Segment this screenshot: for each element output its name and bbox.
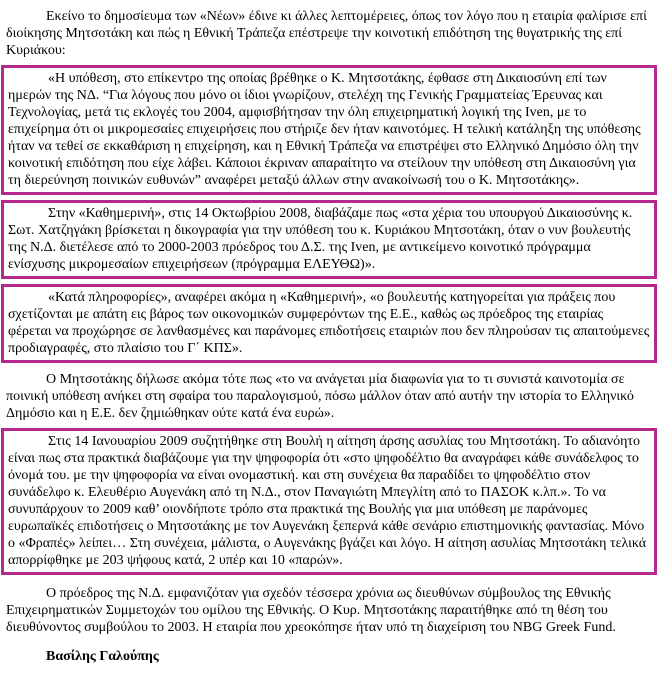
- quote-box-parliament-2009: [1, 428, 657, 575]
- mitsotakis-reply-paragraph: Ο Μητσοτάκης δήλωσε ακόμα τότε πως «το να ανάγεται μία διαφωνία για το τι συνιστά καινοτομία σε ποινική υπόθεση ανήκει στη σφαίρα του παραλογισμού, πόσω μάλλον όταν από αυτήν την ιστορία το Ελληνικό Δημόσιο και η Ε.Ε. δεν ζημιώθηκαν ούτε κατά ένα ευρώ».: [6, 372, 634, 421]
- closing-paragraph: Ο πρόεδρος της Ν.Δ. εμφανιζόταν για σχεδόν τέσσερα χρόνια ως διευθύνων σύμβουλος της Εθνικής Επιχειρηματικών Συμμετοχών του ομίλου της Εθνικής. Ο Κυρ. Μητσοτάκης παραιτήθηκε από τη θέση του διευθύνοντος συμβούλου το 2003. Η εταιρία που χρεοκόπησε ήταν υπό τη διαχείριση του NBG Greek Fund.: [6, 586, 616, 635]
- quote-box-mitsotakis-statement: [1, 65, 657, 195]
- intro-paragraph: Εκείνο το δημοσίευμα των «Νέων» έδινε κι άλλες λεπτομέρειες, όπως τον λόγο που η εταιρία φαλίρισε επί διοίκησης Μητσοτάκη και πώς η Εθνική Τράπεζα επέστρεψε την κοινοτική επιδότηση της θυγατρικής της επί Κυριάκου:: [6, 9, 647, 58]
- author-signature: Βασίλης Γαλούπης: [46, 649, 159, 664]
- quote-box-kathimerini-allegations: [1, 284, 657, 363]
- quote-box-kathimerini-2008: [1, 200, 657, 279]
- boxed-paragraph: «Η υπόθεση, στο επίκεντρο της οποίας βρέθηκε ο Κ. Μητσοτάκης, έφθασε στη Δικαιοσύνη επί των ημερών της ΝΔ. “Για λόγους που μόνο οι ίδιοι γνωρίζουν, στελέχη της Γενικής Γραμματείας Έρευνας και Τεχνολογίας, μετά τις εκλογές του 2004, αμφισβήτησαν την όλη επιχειρηματική λογική της Iven, με το επιχείρημα ότι οι μικρομεσαίες επιχειρήσεις που στήριζε δεν ήταν καινοτόμες. Η τελική κατάληξη της υπόθεσης ήταν να τεθεί σε εκκαθάριση η επιχείρηση, και η Εθνική Τράπεζα να επιστρέψει στο Ελληνικό Δημόσιο όλη την κοινοτική επιδότηση που είχε λάβει. Κάποιοι έκριναν απαραίτητο να στείλουν την υπόθεση στη Δικαιοσύνη για τη διερεύνηση ποινικών ευθυνών” αναφέρει μεταξύ άλλων στην ανακοίνωσή του ο Κ. Μητσοτάκης».: [8, 71, 641, 188]
- boxed-paragraph: Στις 14 Ιανουαρίου 2009 συζητήθηκε στη Βουλή η αίτηση άρσης ασυλίας του Μητσοτάκη. Το αδιανόητο είναι πως στα πρακτικά διαβάζουμε για την ψηφοφορία ότι «στο ψηφοδέλτιο θα αναγράφει κάθε συνάδελφος το όνομά του. με την ψηφοφορία να είναι ονομαστική. και στη συνέχεια θα παραδίδει το ψηφοδέλτιο στον συνάδελφο κ. Ελευθέριο Αυγενάκη από τη Ν.Δ., στον Παναγιώτη Μπεγλίτη από το ΠΑΣΟΚ κ.λπ.». Το να συνυπάρχουν το 2009 καθ’ οιονδήποτε τρόπο στα πρακτικά της Βουλής για μια υπόθεση με παράνομες ευρωπαϊκές επιδοτήσεις ο Μητσοτάκης με τον Αυγενάκη ξεπερνά κάθε σενάριο επιστημονικής φαντασίας. Μόνο ο «Φραπές» λείπει… Στη συνέχεια, μάλιστα, ο Αυγενάκης βγάζει και λόγο. Η αίτηση ασυλίας Μητσοτάκη τελικά απορρίφθηκε με 203 ψήφους κατά, 2 υπέρ και 10 «παρών».: [8, 434, 647, 568]
- boxed-paragraph: «Κατά πληροφορίες», αναφέρει ακόμα η «Καθημερινή», «ο βουλευτής κατηγορείται για πράξεις που σχετίζονται με απάτη εις βάρος των οικονομικών συμφερόντων της Ε.Ε., καθώς ως πρόεδρος της εταιρίας φέρεται να προχώρησε σε λανθασμένες και παράνομες επιδοτήσεις εταιριών που δεν πληρούσαν τις απαιτούμενες προδιαγραφές, στο πλαίσιο του Γ΄ ΚΠΣ».: [8, 290, 650, 356]
- boxed-paragraph: Στην «Καθημερινή», στις 14 Οκτωβρίου 2008, διαβάζαμε πως «στα χέρια του υπουργού Δικαιοσύνης κ. Σωτ. Χατζηγάκη βρίσκεται η δικογραφία για την υπόθεση του κ. Κυριάκου Μητσοτάκη, όταν ο νυν βουλευτής της Ν.Δ. διετέλεσε από το 2000-2003 πρόεδρος του Δ.Σ. της Iven, με αντικείμενο κοινοτικό πρόγραμμα ενίσχυσης μικρομεσαίων επιχειρήσεων (πρόγραμμα ΕΛΕΥΘΩ)».: [8, 206, 633, 272]
